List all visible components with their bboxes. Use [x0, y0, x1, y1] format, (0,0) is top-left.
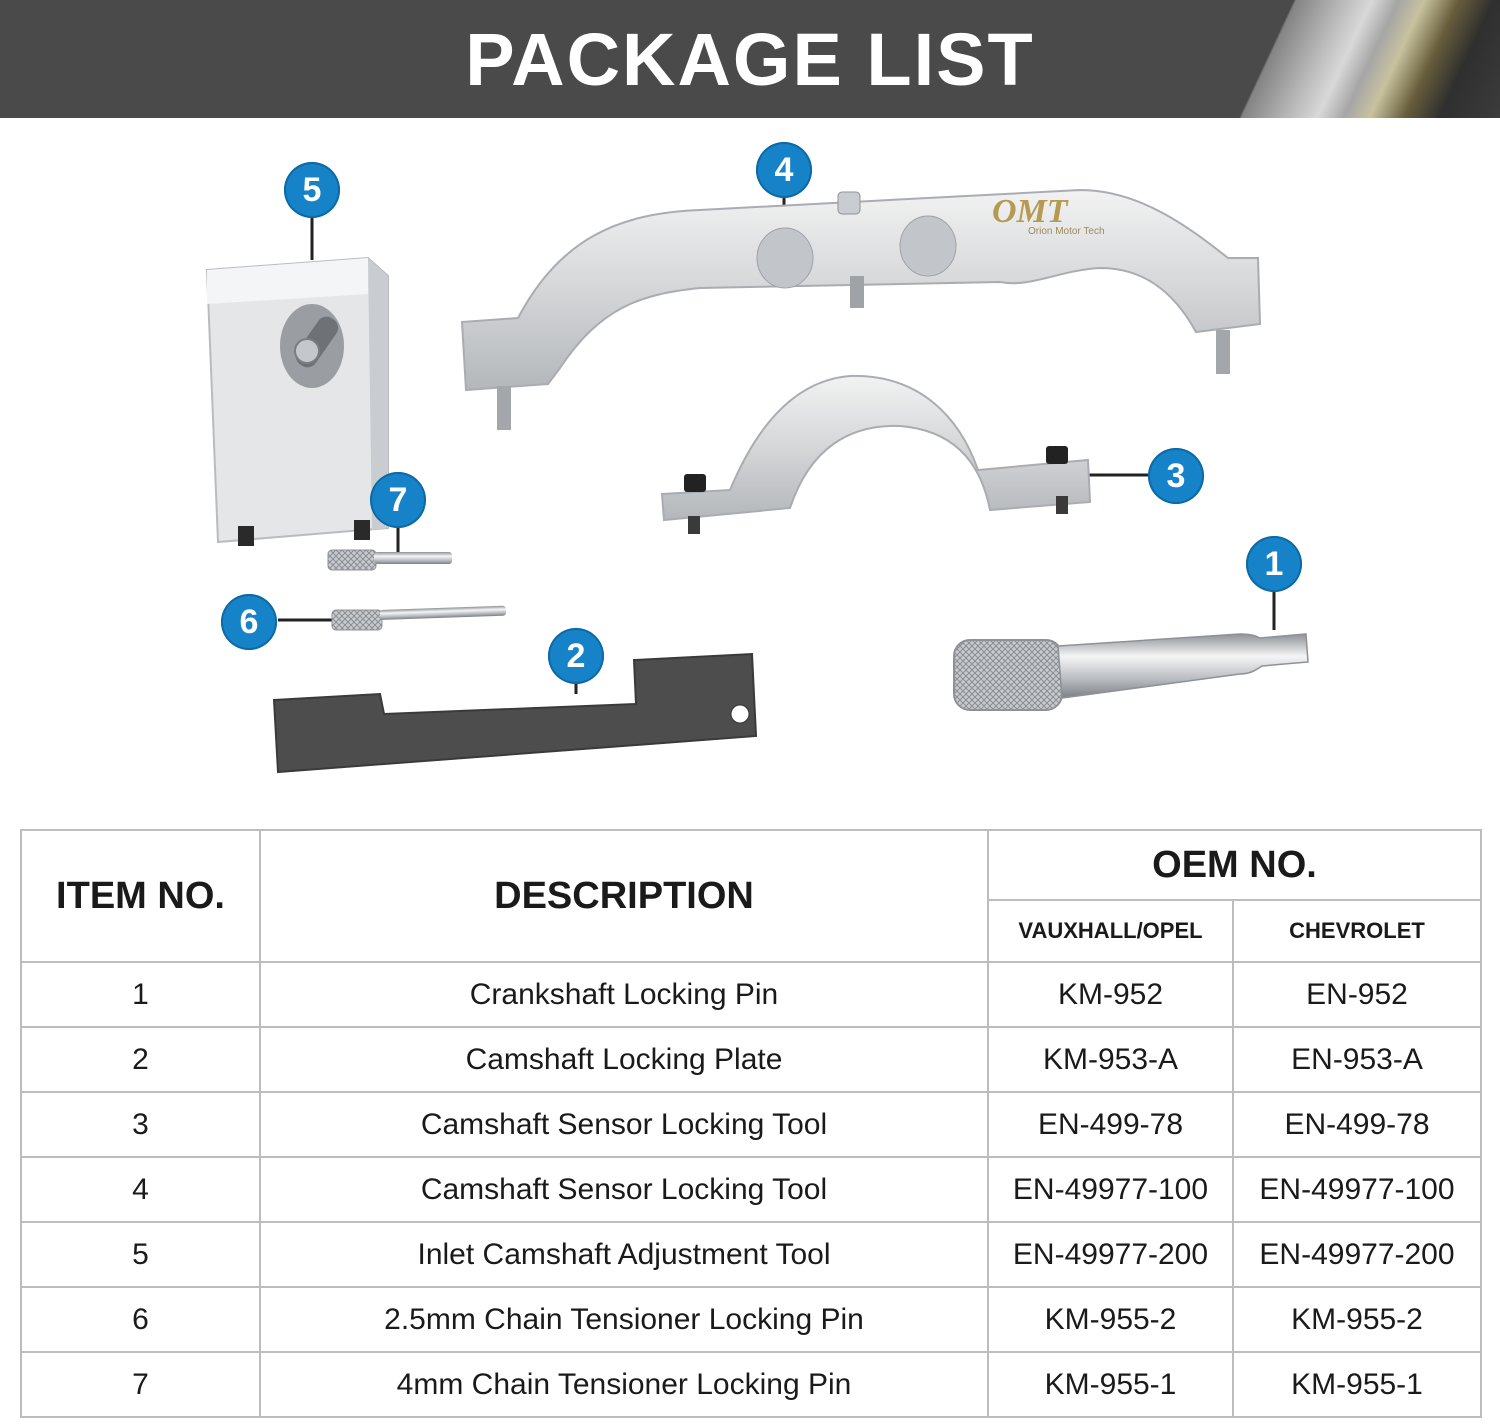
chevrolet-oem-cell: EN-49977-100	[1233, 1157, 1481, 1222]
callout-2: 2	[548, 628, 604, 684]
column-header-vauxhall-opel: VAUXHALL/OPEL	[988, 900, 1233, 962]
vauxhall-oem-cell: KM-953-A	[988, 1027, 1233, 1092]
item-no-cell: 4	[21, 1157, 260, 1222]
callout-1: 1	[1246, 536, 1302, 592]
brand-logo: OMT	[992, 193, 1068, 230]
item-no-cell: 2	[21, 1027, 260, 1092]
table-row	[21, 1157, 1481, 1222]
chevrolet-oem-cell: EN-952	[1233, 962, 1481, 1027]
table-row	[21, 1287, 1481, 1352]
camshaft-locking-plate	[274, 654, 756, 772]
description-cell: 2.5mm Chain Tensioner Locking Pin	[260, 1287, 988, 1352]
vauxhall-oem-cell: KM-955-1	[988, 1352, 1233, 1417]
column-header-item-no: ITEM NO.	[21, 830, 260, 962]
vauxhall-oem-cell: KM-955-2	[988, 1287, 1233, 1352]
tool-illustration	[0, 118, 1500, 818]
vauxhall-oem-cell: KM-952	[988, 962, 1233, 1027]
item-no-cell: 7	[21, 1352, 260, 1417]
locking-pin-2-5mm	[278, 606, 506, 630]
callout-3: 3	[1148, 448, 1204, 504]
description-cell: Camshaft Locking Plate	[260, 1027, 988, 1092]
item-no-cell: 5	[21, 1222, 260, 1287]
chevrolet-oem-cell: EN-499-78	[1233, 1092, 1481, 1157]
table-row	[21, 1352, 1481, 1417]
item-no-cell: 1	[21, 962, 260, 1027]
callout-6: 6	[221, 594, 277, 650]
chevrolet-oem-cell: KM-955-2	[1233, 1287, 1481, 1352]
table-row	[21, 962, 1481, 1027]
locking-pin-4mm	[328, 528, 452, 570]
column-header-description: DESCRIPTION	[260, 830, 988, 962]
chevrolet-oem-cell: EN-49977-200	[1233, 1222, 1481, 1287]
table-row	[21, 1222, 1481, 1287]
description-cell: Inlet Camshaft Adjustment Tool	[260, 1222, 988, 1287]
item-no-cell: 6	[21, 1287, 260, 1352]
description-cell: Camshaft Sensor Locking Tool	[260, 1092, 988, 1157]
description-cell: Crankshaft Locking Pin	[260, 962, 988, 1027]
table-row	[21, 1027, 1481, 1092]
header-banner	[0, 0, 1500, 118]
callout-7: 7	[370, 472, 426, 528]
vauxhall-oem-cell: EN-499-78	[988, 1092, 1233, 1157]
description-cell: Camshaft Sensor Locking Tool	[260, 1157, 988, 1222]
column-header-chevrolet: CHEVROLET	[1233, 900, 1481, 962]
description-cell: 4mm Chain Tensioner Locking Pin	[260, 1352, 988, 1417]
column-header-oem-no: OEM NO.	[988, 830, 1481, 900]
crankshaft-locking-pin	[954, 592, 1308, 710]
chevrolet-oem-cell: EN-953-A	[1233, 1027, 1481, 1092]
callout-5: 5	[284, 162, 340, 218]
callout-4: 4	[756, 142, 812, 198]
camshaft-sensor-locking-tool-small	[662, 376, 1148, 534]
vauxhall-oem-cell: EN-49977-100	[988, 1157, 1233, 1222]
vauxhall-oem-cell: EN-49977-200	[988, 1222, 1233, 1287]
tools-drawing	[0, 118, 1500, 818]
brand-tagline: Orion Motor Tech	[1028, 226, 1105, 237]
package-table	[20, 829, 1482, 1418]
inlet-camshaft-adjustment-tool	[207, 218, 388, 546]
page-title: PACKAGE LIST	[465, 18, 1035, 101]
table-row	[21, 1092, 1481, 1157]
chevrolet-oem-cell: KM-955-1	[1233, 1352, 1481, 1417]
item-no-cell: 3	[21, 1092, 260, 1157]
